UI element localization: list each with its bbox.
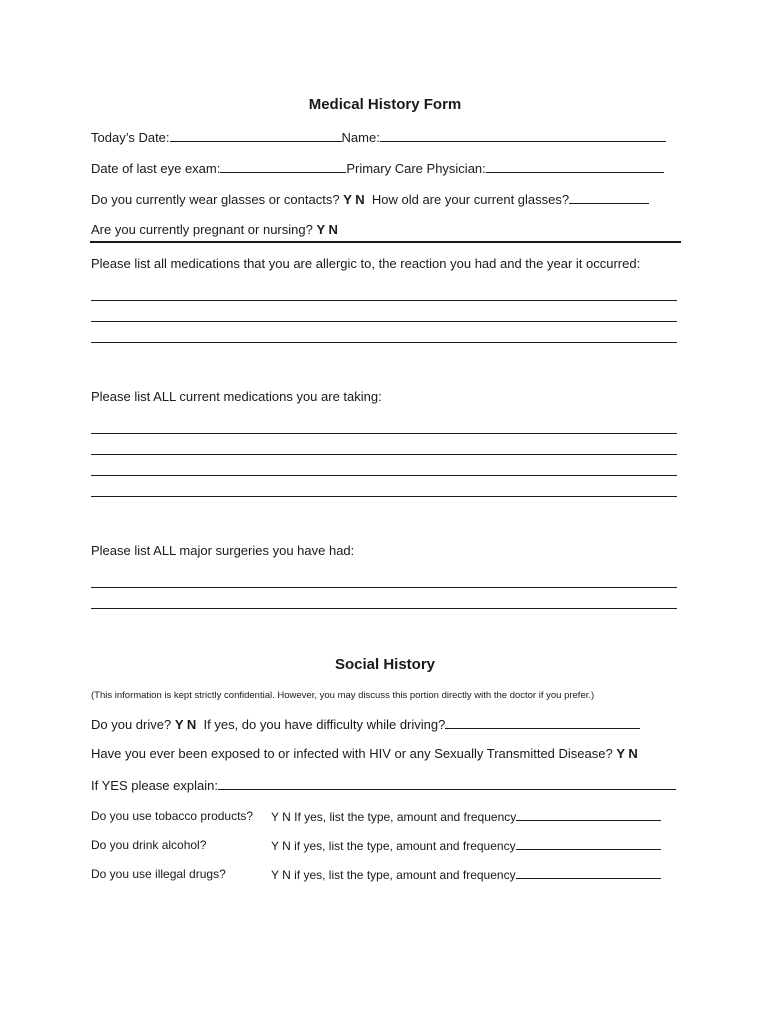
allergies-prompt: Please list all medications that you are allergic to, the reaction you had and the year it occurred: bbox=[91, 256, 641, 271]
pcp-label: Primary Care Physician: bbox=[346, 161, 486, 176]
hiv-question: Have you ever been exposed to or infected with HIV or any Sexually Transmitted Disease? bbox=[91, 746, 613, 761]
pregnant-yn[interactable]: Y N bbox=[316, 222, 338, 237]
surgeries-prompt: Please list ALL major surgeries you have had: bbox=[91, 543, 355, 558]
row-pregnant bbox=[91, 222, 338, 238]
last-eye-exam-field[interactable] bbox=[220, 160, 346, 173]
current-meds-line-4[interactable] bbox=[91, 496, 677, 497]
hiv-yn[interactable]: Y N bbox=[616, 746, 638, 761]
drugs-question: Do you use illegal drugs? bbox=[91, 867, 226, 881]
tobacco-followup: Y N If yes, list the type, amount and frequency bbox=[271, 810, 517, 824]
drugs-followup: Y N if yes, list the type, amount and frequency bbox=[271, 868, 516, 882]
alcohol-followup: Y N if yes, list the type, amount and frequency bbox=[271, 839, 516, 853]
current-meds-line-3[interactable] bbox=[91, 475, 677, 476]
glasses-question: Do you currently wear glasses or contacts? bbox=[91, 192, 340, 207]
surgeries-line-2[interactable] bbox=[91, 608, 677, 609]
drive-followup-field[interactable] bbox=[445, 716, 640, 729]
alcohol-question: Do you drink alcohol? bbox=[91, 838, 207, 852]
row-eye-exam-pcp bbox=[91, 160, 664, 177]
drive-yn[interactable]: Y N bbox=[174, 717, 197, 732]
row-alcohol bbox=[91, 837, 681, 853]
row-drive bbox=[91, 716, 640, 733]
pregnant-question: Are you currently pregnant or nursing? bbox=[91, 222, 313, 237]
todays-date-label: Today’s Date: bbox=[91, 130, 170, 145]
social-history-heading: Social History bbox=[334, 656, 436, 673]
drive-question: Do you drive? bbox=[91, 717, 172, 732]
name-field[interactable] bbox=[380, 129, 666, 142]
tobacco-field[interactable] bbox=[516, 808, 661, 821]
current-meds-line-1[interactable] bbox=[91, 433, 677, 434]
explain-label: If YES please explain: bbox=[91, 778, 218, 793]
allergies-line-3[interactable] bbox=[91, 342, 677, 343]
row-explain bbox=[91, 777, 676, 794]
surgeries-line-1[interactable] bbox=[91, 587, 677, 588]
row-date-name bbox=[91, 129, 666, 146]
last-eye-exam-label: Date of last eye exam: bbox=[91, 161, 221, 176]
alcohol-field[interactable] bbox=[516, 837, 661, 850]
row-drugs bbox=[91, 866, 681, 882]
row-tobacco bbox=[91, 808, 681, 824]
form-title: Medical History Form bbox=[308, 96, 462, 113]
row-glasses bbox=[91, 191, 649, 208]
name-label: Name: bbox=[341, 130, 380, 145]
todays-date-field[interactable] bbox=[170, 129, 342, 142]
explain-field[interactable] bbox=[218, 777, 676, 790]
glasses-yn[interactable]: Y N bbox=[343, 192, 365, 207]
drugs-field[interactable] bbox=[516, 866, 661, 879]
allergies-line-2[interactable] bbox=[91, 321, 677, 322]
drive-followup: If yes, do you have difficulty while driving? bbox=[203, 717, 446, 732]
glasses-age-field[interactable] bbox=[569, 191, 649, 204]
confidentiality-note: (This information is kept strictly confidential. However, you may discuss this portion directly with the doctor if you prefer.) bbox=[91, 690, 595, 701]
row-hiv bbox=[91, 746, 638, 762]
tobacco-question: Do you use tobacco products? bbox=[91, 809, 254, 823]
pcp-field[interactable] bbox=[486, 160, 664, 173]
current-meds-prompt: Please list ALL current medications you are taking: bbox=[91, 389, 382, 404]
section-divider bbox=[90, 241, 681, 243]
allergies-line-1[interactable] bbox=[91, 300, 677, 301]
glasses-age-label: How old are your current glasses? bbox=[371, 192, 570, 207]
current-meds-line-2[interactable] bbox=[91, 454, 677, 455]
